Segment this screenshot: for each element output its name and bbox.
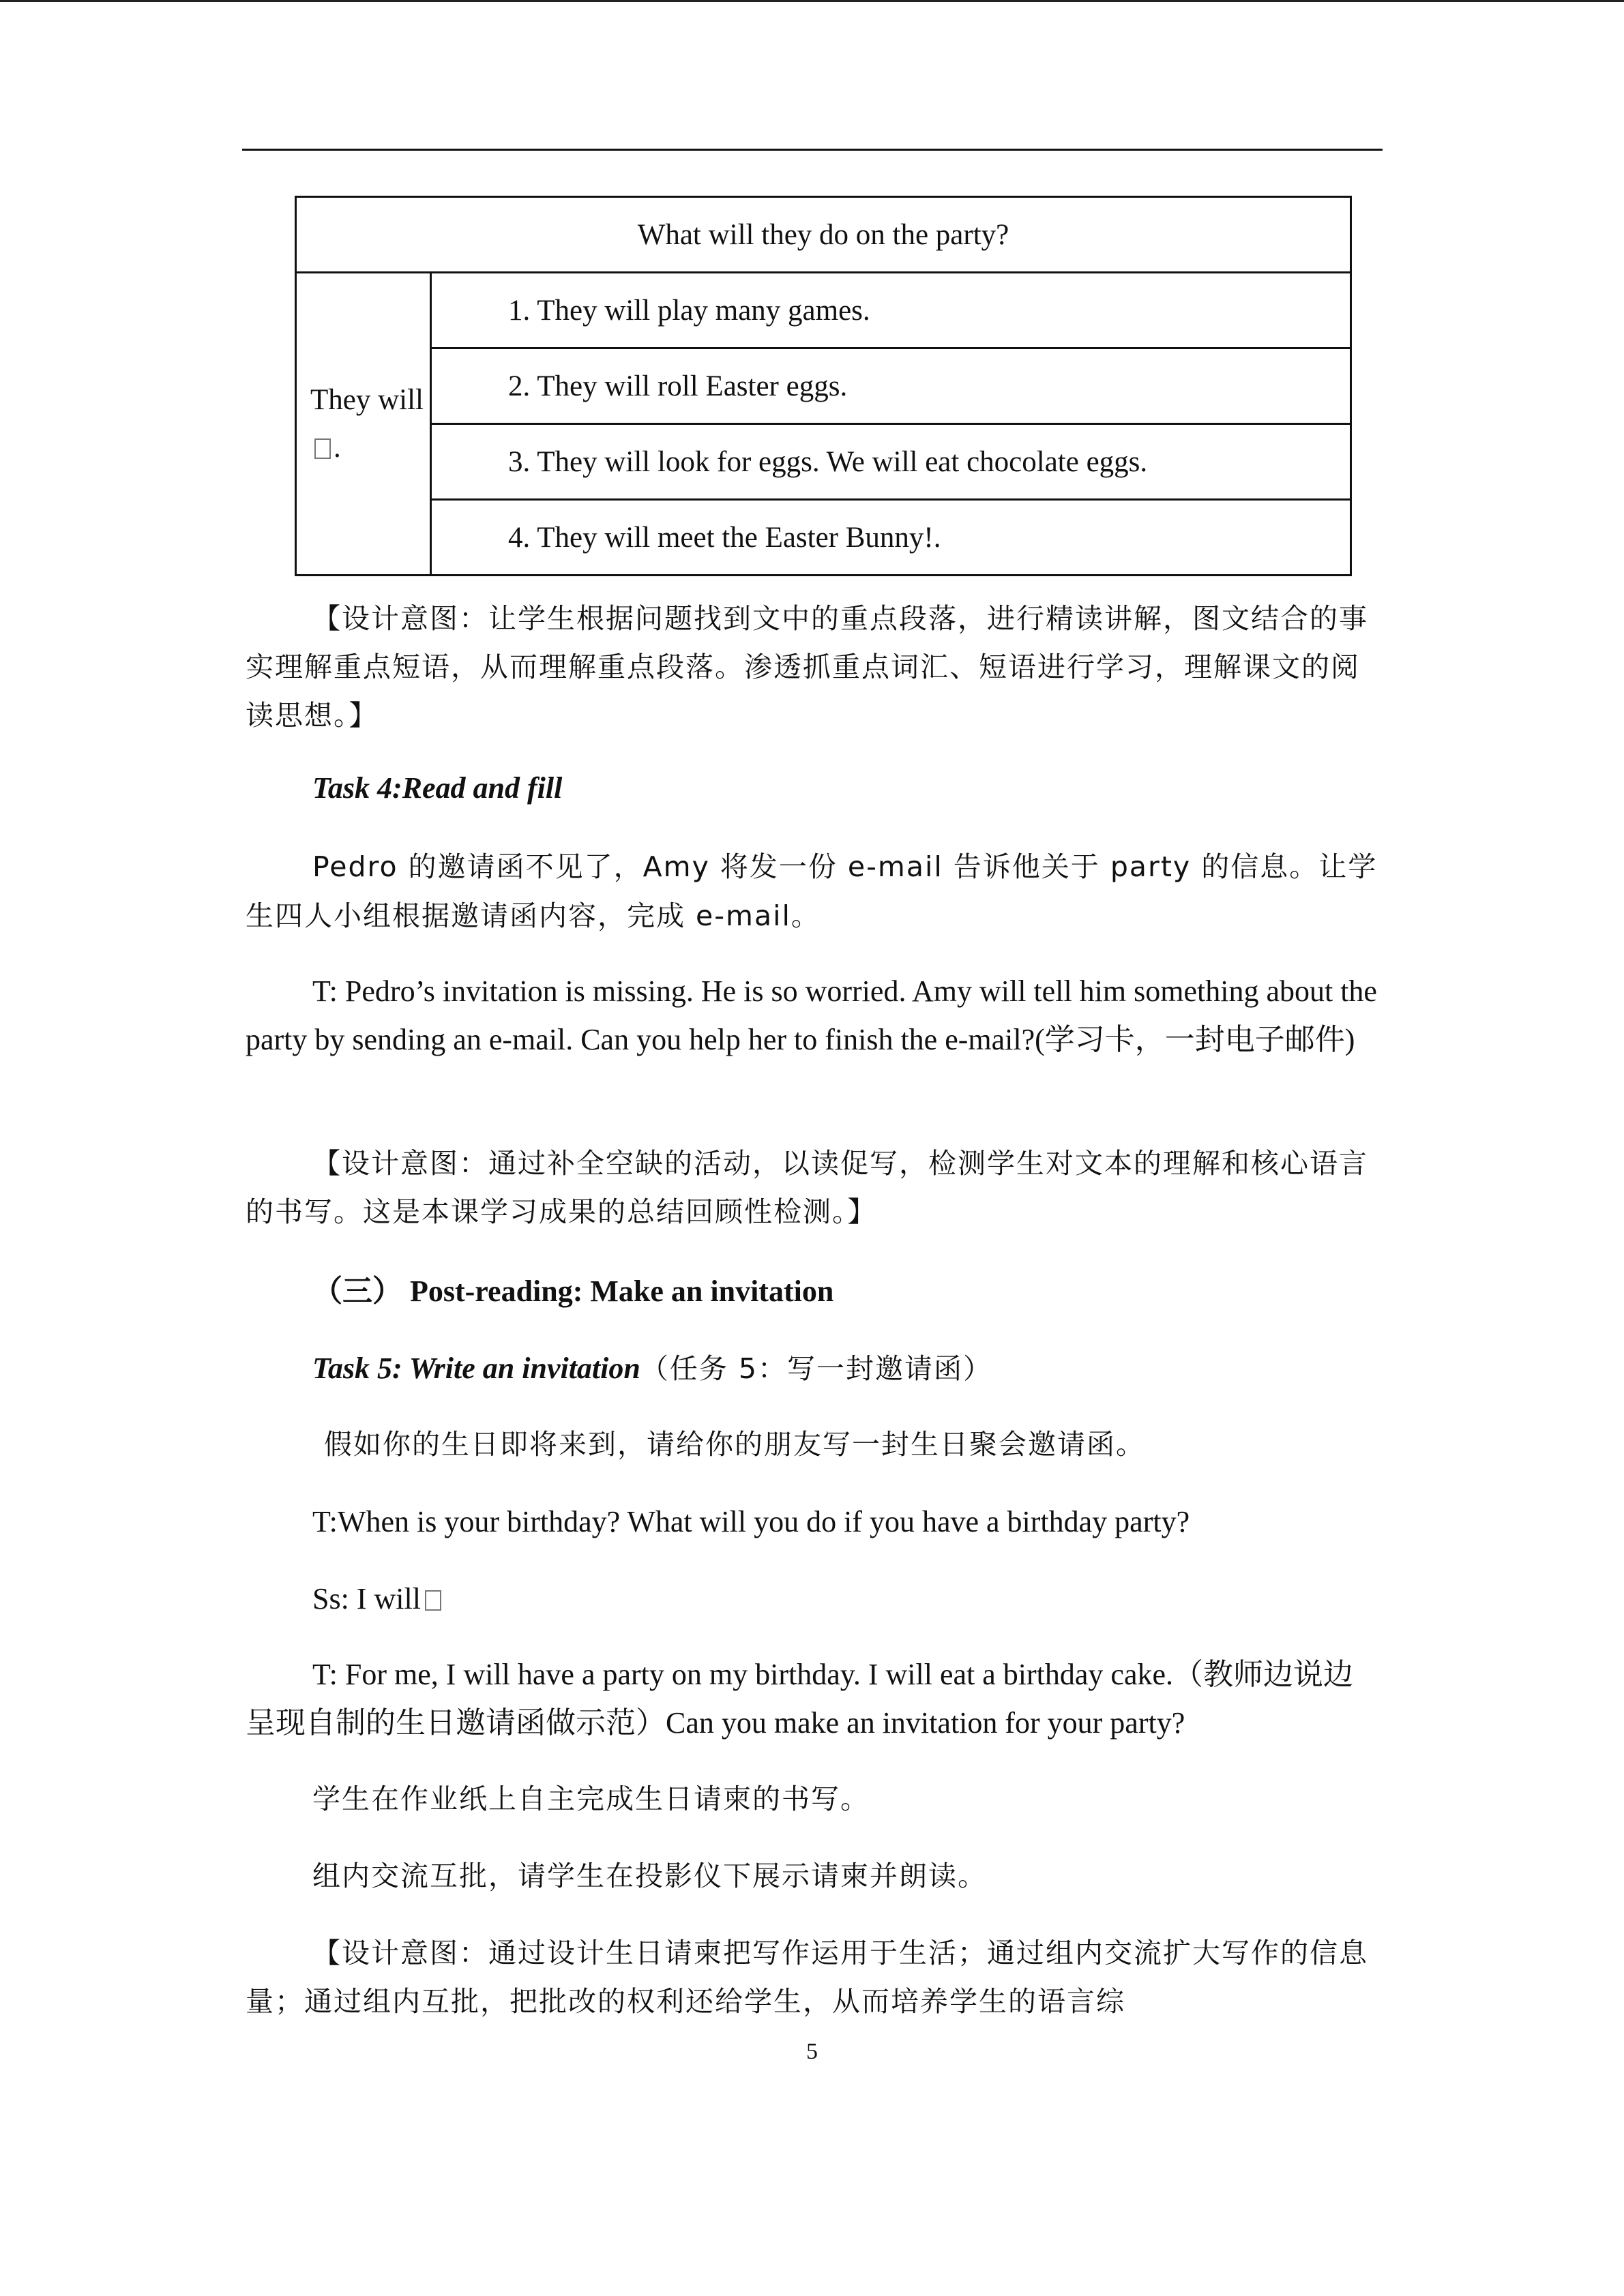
design-intent-1: 【设计意图：让学生根据问题找到文中的重点段落，进行精读讲解，图文结合的事实理解重点短语，从而理解重点段落。渗透抓重点词汇、短语进行学习，理解课文的阅读思想。】 (246, 602, 1368, 732)
task5-title: Task 5: Write an invitation (312, 1352, 640, 1385)
activity-table (295, 196, 1352, 576)
task5-cn-title: （任务 5：写一封邀请函） (640, 1352, 992, 1385)
row-label-end: . (334, 431, 341, 464)
table-row (296, 500, 1351, 576)
table-row (296, 348, 1351, 424)
section-3-number: （三） (312, 1274, 402, 1308)
page-number: 5 (806, 2039, 818, 2064)
task4-teacher-line: T: Pedro’s invitation is missing. He is so worried. Amy will tell him something about the party by sending an e-mail. Can you help her to finish the e-mail?(学习卡，一封电子邮件) (246, 974, 1377, 1056)
design-intent-3: 【设计意图：通过设计生日请柬把写作运用于生活；通过组内交流扩大写作的信息量；通过组内互批，把批改的权利还给学生，从而培养学生的语言综 (246, 1937, 1368, 2018)
section-3-title: Post-reading: Make an invitation (410, 1274, 834, 1308)
task5-teacher-model: T: For me, I will have a party on my birthday. I will eat a birthday cake.（教师边说边呈现自制的生日邀请函做示范）Can you make an invitation for your party? (246, 1658, 1354, 1740)
table-header-row (296, 197, 1351, 273)
table-item-2: 2. They will roll Easter eggs. (431, 348, 1351, 424)
task5-student-sharing: 组内交流互批，请学生在投影仪下展示请柬并朗读。 (312, 1860, 987, 1892)
blank-box-icon (425, 1590, 441, 1611)
task5-student-writing: 学生在作业纸上自主完成生日请柬的书写。 (312, 1783, 870, 1815)
blank-box-icon (314, 438, 331, 459)
section-3-heading (246, 1267, 1379, 1315)
table-question: What will they do on the party? (296, 197, 1351, 273)
task4-title: Task 4:Read and fill (312, 771, 563, 805)
table-item-4: 4. They will meet the Easter Bunny!. (431, 500, 1351, 576)
task5-prompt: 假如你的生日即将来到，请给你的朋友写一封生日聚会邀请函。 (324, 1428, 1145, 1461)
task5-teacher-question: T:When is your birthday? What will you do if you have a birthday party? (312, 1505, 1190, 1538)
design-intent-2: 【设计意图：通过补全空缺的活动，以读促写，检测学生对文本的理解和核心语言的书写。这是本课学习成果的总结回顾性检测。】 (246, 1147, 1368, 1228)
task5-student-response: Ss: I will (246, 1575, 1379, 1623)
table-row-label (296, 273, 431, 576)
table-row (296, 424, 1351, 500)
task4-description: Pedro 的邀请函不见了，Amy 将发一份 e-mail 告诉他关于 party 的信息。让学生四人小组根据邀请函内容，完成 e-mail。 (246, 850, 1378, 932)
table-item-1: 1. They will play many games. (431, 273, 1351, 348)
task5-heading (246, 1344, 1379, 1393)
page-top-edge (0, 0, 1624, 2)
table-item-3: 3. They will look for eggs. We will eat chocolate eggs. (431, 424, 1351, 500)
row-label-text: They will (310, 383, 424, 416)
header-rule (242, 149, 1383, 151)
table-row (296, 273, 1351, 348)
